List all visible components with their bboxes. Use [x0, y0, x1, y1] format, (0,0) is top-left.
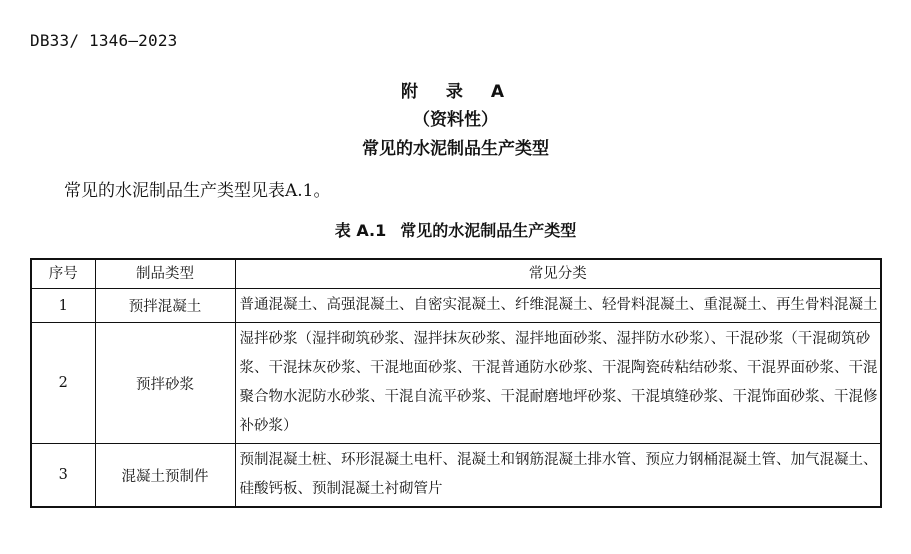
intro-paragraph: 常见的水泥制品生产类型见表A.1。 — [64, 181, 331, 201]
table-caption-title: 常见的水泥制品生产类型 — [400, 221, 577, 240]
product-type-table — [30, 258, 882, 508]
appendix-subtitle: （资料性） — [413, 110, 498, 130]
row-categories: 普通混凝土、高强混凝土、自密实混凝土、纤维混凝土、轻骨料混凝土、重混凝土、再生骨料混凝土 — [235, 289, 881, 323]
row-number: 1 — [31, 289, 95, 323]
column-header-categories: 常见分类 — [235, 259, 881, 289]
row-product-type: 预拌混凝土 — [95, 289, 235, 323]
table-header-row — [31, 259, 881, 289]
table-row — [31, 444, 881, 508]
document-code: DB33/ 1346—2023 — [30, 31, 178, 50]
appendix-heading: 常见的水泥制品生产类型 — [362, 139, 549, 159]
row-number: 3 — [31, 444, 95, 508]
row-categories: 湿拌砂浆（湿拌砌筑砂浆、湿拌抹灰砂浆、湿拌地面砂浆、湿拌防水砂浆）、干混砂浆（干混砌筑砂浆、干混抹灰砂浆、干混地面砂浆、干混普通防水砂浆、干混陶瓷砖粘结砂浆、干混界面砂浆、干混聚合物水泥防水砂浆、干混自流平砂浆、干混耐磨地坪砂浆、干混填缝砂浆、干混饰面砂浆、干混修补砂浆） — [235, 323, 881, 444]
row-number: 2 — [31, 323, 95, 444]
column-header-type: 制品类型 — [95, 259, 235, 289]
row-product-type: 混凝土预制件 — [95, 444, 235, 508]
table-row — [31, 289, 881, 323]
table-caption — [0, 220, 911, 242]
appendix-title: 附 录 A — [401, 82, 510, 102]
row-product-type: 预拌砂浆 — [95, 323, 235, 444]
table-caption-number: 表 A.1 — [334, 221, 387, 240]
table-row — [31, 323, 881, 444]
row-categories: 预制混凝土桩、环形混凝土电杆、混凝土和钢筋混凝土排水管、预应力钢桶混凝土管、加气混凝土、硅酸钙板、预制混凝土衬砌管片 — [235, 444, 881, 508]
column-header-number: 序号 — [31, 259, 95, 289]
